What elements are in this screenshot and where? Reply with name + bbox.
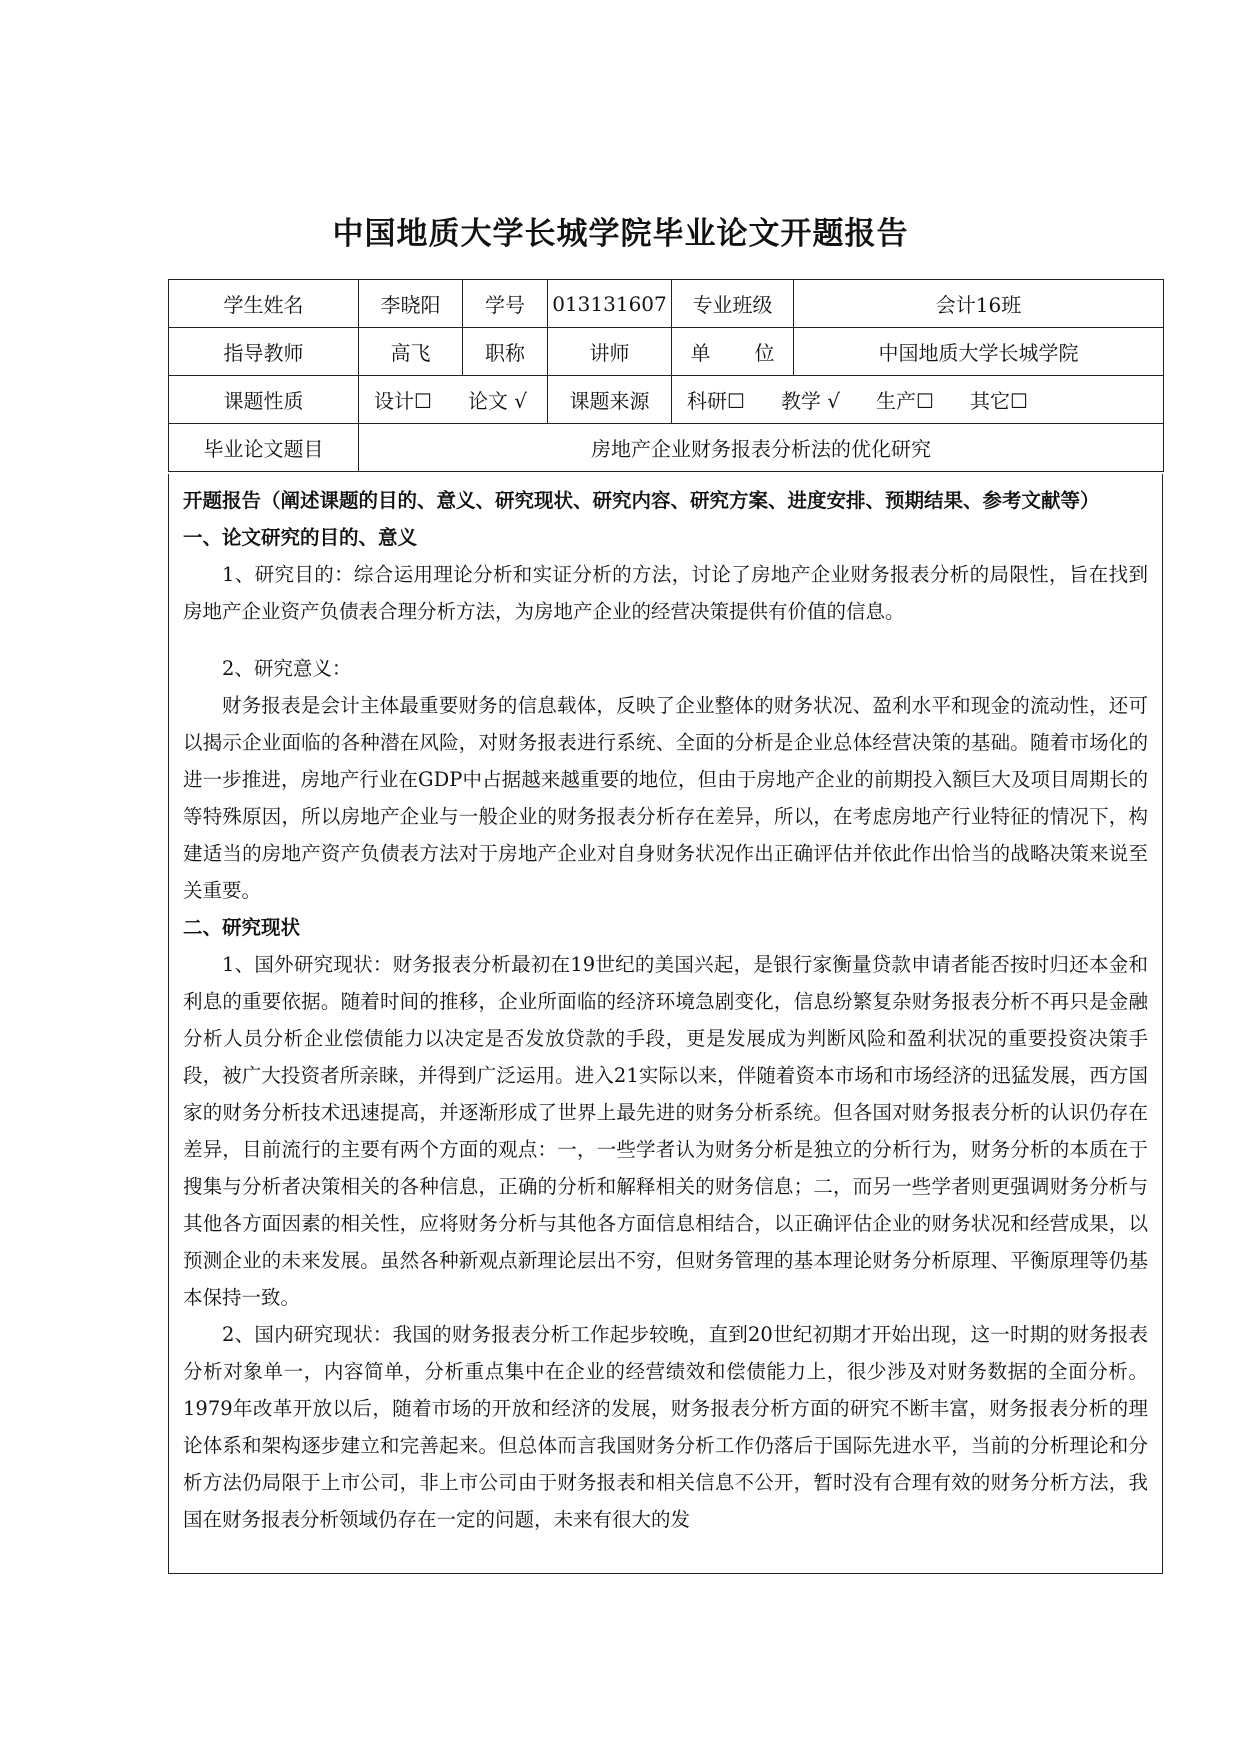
- source-option-teaching: 教学 √: [780, 389, 841, 413]
- nature-option-thesis: 论文 √: [467, 389, 528, 413]
- document-title: 中国地质大学长城学院毕业论文开题报告: [332, 216, 909, 252]
- report-heading: 开题报告（阐述课题的目的、意义、研究现状、研究内容、研究方案、进度安排、预期结果、参考文献等）: [183, 489, 1100, 512]
- section-1-significance-label: 2、研究意义：: [222, 657, 352, 680]
- section-2-domestic: 2、国内研究现状：我国的财务报表分析工作起步较晚，直到20世纪初期才开始出现，这一时期的财务报表分析对象单一，内容简单，分析重点集中在企业的经营绩效和偿债能力上，很少涉及对财务数据的全面分析。1979年改革开放以后，随着市场的开放和经济的发展，财务报表分析方面的研究不断丰富，财务报表分析的理论体系和架构逐步建立和完善起来。但总体而言我国财务分析工作仍落后于国际先进水平，当前的分析理论和分析方法仍局限于上市公司，非上市公司由于财务报表和相关信息不公开，暂时没有合理有效的财务分析方法，我国在财务报表分析领域仍存在一定的问题，未来有很大的发: [183, 1323, 1148, 1531]
- section-1-title: 一、论文研究的目的、意义: [183, 526, 418, 549]
- class-label: 专业班级: [672, 280, 794, 328]
- section-2-foreign: 1、国外研究现状：财务报表分析最初在19世纪的美国兴起，是银行家衡量贷款申请者能否按时归还本金和利息的重要依据。随着时间的推移，企业所面临的经济环境急剧变化，信息纷繁复杂财务报表分析不再只是金融分析人员分析企业偿债能力以决定是否发放贷款的手段，更是发展成为判断风险和盈利状况的重要投资决策手段，被广大投资者所亲睐，并得到广泛运用。进入21实际以来，伴随着资本市场和市场经济的迅猛发展，西方国家的财务分析技术迅速提高，并逐渐形成了世界上最先进的财务分析系统。但各国对财务报表分析的认识仍存在差异，目前流行的主要有两个方面的观点：一，一些学者认为财务分析是独立的分析行为，财务分析的本质在于搜集与分析者决策相关的各种信息，正确的分析和解释相关的财务信息；二，而另一些学者则更强调财务分析与其他各方面因素的相关性，应将财务分析与其他各方面信息相结合，以正确评估企业的财务状况和经营成果，以预测企业的未来发展。虽然各种新观点新理论层出不穷，但财务管理的基本理论财务分析原理、平衡原理等仍基本保持一致。: [183, 953, 1148, 1309]
- source-option-production: 生产☐: [876, 389, 934, 413]
- student-name-label: 学生姓名: [169, 280, 359, 328]
- report-body: [168, 474, 1163, 1574]
- nature-label: 课题性质: [169, 376, 359, 424]
- title-label: 职称: [463, 328, 548, 376]
- info-table: [168, 279, 1164, 472]
- section-2-title: 二、研究现状: [183, 916, 301, 939]
- thesis-title-label: 毕业论文题目: [169, 424, 359, 472]
- unit-label: 单 位: [672, 328, 794, 376]
- student-id-label: 学号: [463, 280, 548, 328]
- source-option-other: 其它☐: [969, 389, 1028, 413]
- section-1-significance-text: 财务报表是会计主体最重要财务的信息载体，反映了企业整体的财务状况、盈利水平和现金的流动性，还可以揭示企业面临的各种潜在风险，对财务报表进行系统、全面的分析是企业总体经营决策的基础。随着市场化的进一步推进，房地产行业在GDP中占据越来越重要的地位，但由于房地产企业的前期投入额巨大及项目周期长的等特殊原因，所以房地产企业与一般企业的财务报表分析存在差异，所以，在考虑房地产行业特征的情况下，构建适当的房地产资产负债表方法对于房地产企业对自身财务状况作出正确评估并依此作出恰当的战略决策来说至关重要。: [183, 694, 1148, 902]
- advisor-value: 高飞: [359, 328, 463, 376]
- nature-options: [359, 376, 548, 424]
- thesis-title-value: 房地产企业财务报表分析法的优化研究: [359, 424, 1164, 472]
- source-label: 课题来源: [548, 376, 672, 424]
- source-options: [672, 376, 1164, 424]
- student-name-value: 李晓阳: [359, 280, 463, 328]
- title-value: 讲师: [548, 328, 672, 376]
- student-id-value: 013131607: [548, 280, 672, 328]
- info-row-student: [169, 280, 1164, 328]
- info-row-nature: [169, 376, 1164, 424]
- nature-option-design: 设计☐: [374, 389, 432, 413]
- advisor-label: 指导教师: [169, 328, 359, 376]
- section-1-purpose: 1、研究目的：综合运用理论分析和实证分析的方法，讨论了房地产企业财务报表分析的局限性，旨在找到房地产企业资产负债表合理分析方法，为房地产企业的经营决策提供有价值的信息。: [183, 563, 1148, 623]
- source-option-research: 科研☐: [687, 389, 745, 413]
- class-value: 会计16班: [794, 280, 1164, 328]
- unit-value: 中国地质大学长城学院: [794, 328, 1164, 376]
- info-row-thesis-title: [169, 424, 1164, 472]
- info-row-advisor: [169, 328, 1164, 376]
